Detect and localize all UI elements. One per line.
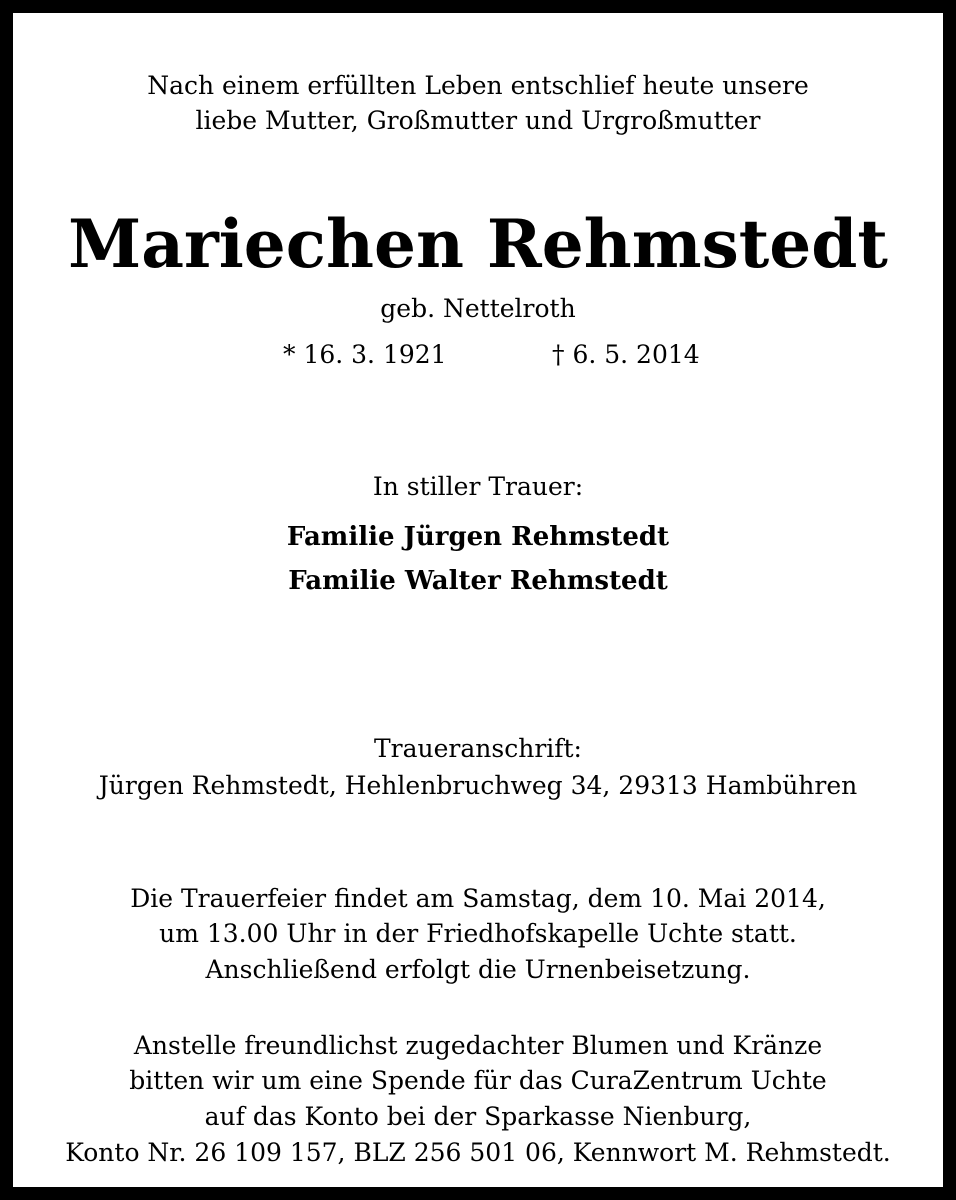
life-dates bbox=[26, 340, 930, 370]
mourning-intro: In stiller Trauer: bbox=[372, 472, 584, 501]
mourning-family: Familie Jürgen Rehmstedt bbox=[286, 522, 670, 552]
donation-line-3: auf das Konto bei der Sparkasse Nienburg, bbox=[204, 1102, 752, 1131]
birth-date: * 16. 3. 1921 bbox=[283, 340, 447, 369]
obituary-notice bbox=[26, 26, 930, 1174]
service-line-1: Die Trauerfeier findet am Samstag, dem 10. Mai 2014, bbox=[130, 884, 826, 913]
intro-line-1: Nach einem erfüllten Leben entschlief heute unsere bbox=[147, 71, 809, 100]
intro-line-2: liebe Mutter, Großmutter und Urgroßmutter bbox=[195, 106, 761, 135]
mourning-family: Familie Walter Rehmstedt bbox=[288, 566, 668, 596]
death-date: † 6. 5. 2014 bbox=[552, 340, 700, 369]
service-line-2: um 13.00 Uhr in der Friedhofskapelle Uchte statt. bbox=[159, 919, 797, 948]
birth-name: geb. Nettelroth bbox=[380, 294, 576, 323]
deceased-name: Mariechen Rehmstedt bbox=[68, 205, 888, 283]
address-label: Traueranschrift: bbox=[374, 734, 582, 763]
mourning-address: Jürgen Rehmstedt, Hehlenbruchweg 34, 29313 Hambühren bbox=[98, 771, 858, 800]
service-line-3: Anschließend erfolgt die Urnenbeisetzung. bbox=[205, 955, 751, 984]
donation-line-4: Konto Nr. 26 109 157, BLZ 256 501 06, Kennwort M. Rehmstedt. bbox=[65, 1138, 891, 1167]
donation-line-1: Anstelle freundlichst zugedachter Blumen und Kränze bbox=[133, 1031, 823, 1060]
donation-line-2: bitten wir um eine Spende für das CuraZentrum Uchte bbox=[129, 1066, 827, 1095]
